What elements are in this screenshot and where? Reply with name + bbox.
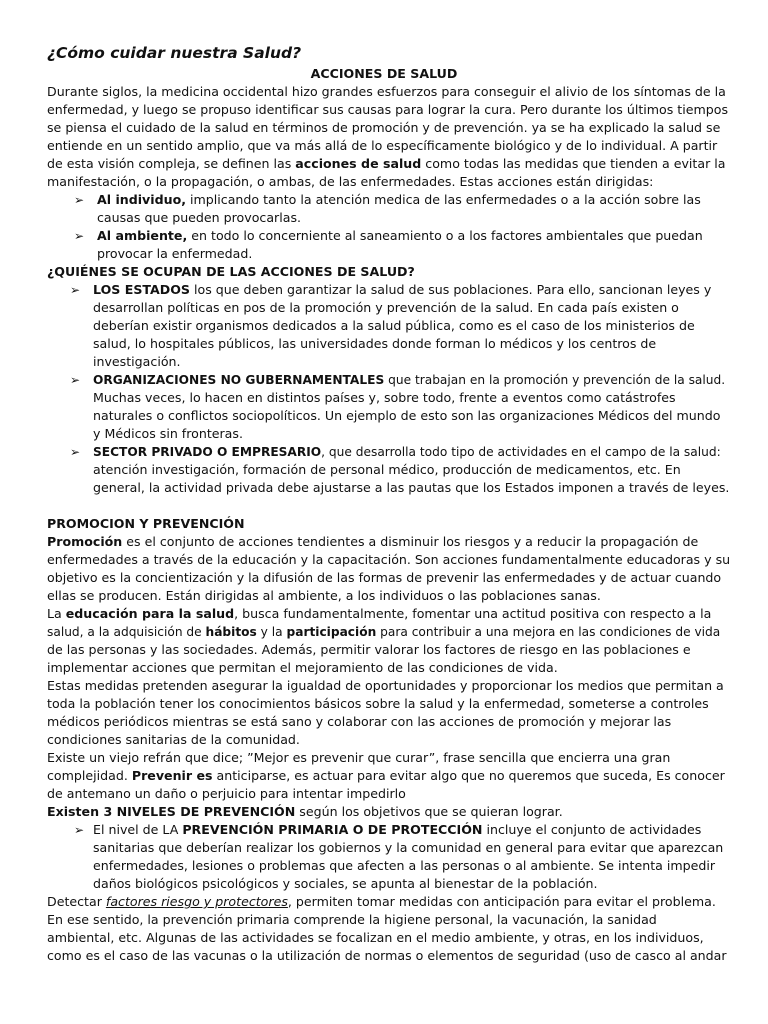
paragraph-line: condiciones sanitarias de la comunidad. [47,732,300,747]
paragraph-line: ambiental, etc. Algunas de las actividades se focalizan en el medio ambiente, y otras, en los individuos, [47,930,704,945]
list-item-line: deberían existir organismos dedicados a la salud pública, como es el caso de los ministerios de [93,318,695,333]
paragraph-line: se piensa el cuidado de la salud en términos de promoción y de prevención. ya se ha explicado la salud se [47,120,721,135]
paragraph-line: médicos periódicos mientras se está sano y colaborar con las acciones de promoción y mejorar las [47,714,672,729]
list-item-line: general, la actividad privada debe ajustarse a las pautas que los Estados imponen a través de leyes. [93,480,730,495]
paragraph-line: toda la población tener los conocimientos básicos sobre la salud y la enfermedad, someterse a controles [47,696,709,711]
document-title: ¿Cómo cuidar nuestra Salud? [47,44,302,62]
list-item-line: investigación. [93,354,181,369]
list-item-line: causas que pueden provocarlas. [97,210,302,225]
bullet-arrow-icon: ➢ [74,229,85,243]
list-item-line: enfermedades, lesiones o problemas que afecten a las personas o al ambiente. Se intenta impedir [93,858,716,873]
paragraph-line: Durante siglos, la medicina occidental hizo grandes esfuerzos para conseguir el alivio de los síntomas de la [47,84,726,99]
paragraph-line: Estas medidas pretenden asegurar la igualdad de oportunidades y proporcionar los medios que permitan a [47,678,724,693]
list-item-line: sanitarias que deberían realizar los gobiernos y la comunidad en general para evitar que aparezcan [93,840,724,855]
paragraph-line: En ese sentido, la prevención primaria comprende la higiene personal, la vacunación, la sanidad [47,912,657,927]
list-item: LOS ESTADOS los que deben garantizar la salud de sus poblaciones. Para ello, sancionan leyes y [93,282,712,297]
paragraph-line: salud, a la adquisición de hábitos y la participación para contribuir a una mejora en las condiciones de vida [47,625,721,639]
list-item-line: provocar la enfermedad. [97,246,253,261]
list-item-line: desarrollan políticas en pos de la promoción y prevención de la salud. En cada país existen o [93,300,679,315]
paragraph-line: entiende en un sentido amplio, que va más allá de lo específicamente biológico y de lo individual. A partir [47,138,718,153]
paragraph-line: manifestación, o la propagación, o ambas, de las enfermedades. Estas acciones están dirigidas: [47,174,654,189]
list-item-line: naturales o conflictos sociopolíticos. Un ejemplo de esto son las organizaciones Médicos del mundo [93,408,721,423]
paragraph-line: enfermedad, y luego se propuso identificar sus causas para lograr la cura. Pero durante los últimos tiempos [47,102,729,117]
list-item: ORGANIZACIONES NO GUBERNAMENTALES que trabajan en la promoción y prevención de la salud. [93,373,726,387]
list-item: El nivel de LA PREVENCIÓN PRIMARIA O DE PROTECCIÓN incluye el conjunto de actividades [93,822,702,837]
list-item-line: salud, lo hospitales públicos, las universidades donde forman lo médicos y los centros de [93,336,657,351]
underlined-term: factores riesgo y protectores [105,894,288,909]
list-item-line: Muchas veces, lo hacen en distintos países y, sobre todo, frente a eventos como catástrofes [93,390,676,405]
section-heading-quienes: ¿QUIÉNES SE OCUPAN DE LAS ACCIONES DE SALUD? [47,264,415,279]
list-item: SECTOR PRIVADO O EMPRESARIO, que desarrolla todo tipo de actividades en el campo de la salud: [93,445,721,459]
paragraph-line: La educación para la salud, busca fundamentalmente, fomentar una actitud positiva con respecto a la [47,606,712,621]
section-heading-acciones: ACCIONES DE SALUD [310,66,458,81]
paragraph-line: Existe un viejo refrán que dice; ”Mejor es prevenir que curar”, frase sencilla que encierra una gran [47,750,671,765]
section-heading-promocion: PROMOCION Y PREVENCIÓN [47,516,245,531]
paragraph-line: ellas se producen. Están dirigidas al ambiente, a los individuos o las poblaciones sanas. [47,588,601,603]
paragraph-line: Promoción es el conjunto de acciones tendientes a disminuir los riesgos y a reducir la propagación de [47,534,699,549]
paragraph-line: Existen 3 NIVELES DE PREVENCIÓN según los objetivos que se quieran lograr. [47,804,563,819]
list-item-line: atención investigación, formación de personal médico, producción de medicamentos, etc. En [93,462,681,477]
list-item-line: y Médicos sin fronteras. [93,426,243,441]
bullet-arrow-icon: ➢ [70,373,81,387]
paragraph-line: de esta visión compleja, se definen las acciones de salud como todas las medidas que tienden a evitar la [47,156,726,171]
paragraph-line: enfermedades a través de la educación y la capacitación. Son acciones fundamentalmente educadoras y su [47,552,731,567]
bullet-arrow-icon: ➢ [74,193,85,207]
list-item: Al individuo, implicando tanto la atención medica de las enfermedades o a la acción sobre las [97,192,701,207]
bullet-arrow-icon: ➢ [70,283,81,297]
paragraph-line: implementar acciones que permitan el mejoramiento de las condiciones de vida. [47,660,558,675]
paragraph-line: como es el caso de las vacunas o la utilización de normas o elementos de seguridad (uso de casco al andar [47,948,727,963]
bullet-arrow-icon: ➢ [74,823,85,837]
list-item-line: daños biológicos psicológicos y sociales, se apunta al bienestar de la población. [93,876,598,891]
paragraph-line: Detectar factores riesgo y protectores, permiten tomar medidas con anticipación para evitar el problema. [47,894,716,909]
paragraph-line: objetivo es la concientización y la difusión de las formas de prevenir las enfermedades y de actuar cuando [47,570,722,585]
bullet-arrow-icon: ➢ [70,445,81,459]
list-item: Al ambiente, en todo lo concerniente al saneamiento o a los factores ambientales que puedan [97,228,703,243]
paragraph-line: de antemano un daño o perjuicio para intentar impedirlo [47,786,406,801]
paragraph-line: de las personas y las sociedades. Además, permitir valorar los factores de riesgo en las poblaciones e [47,642,691,657]
paragraph-line: complejidad. Prevenir es anticiparse, es actuar para evitar algo que no queremos que suceda, Es conocer [47,768,725,783]
